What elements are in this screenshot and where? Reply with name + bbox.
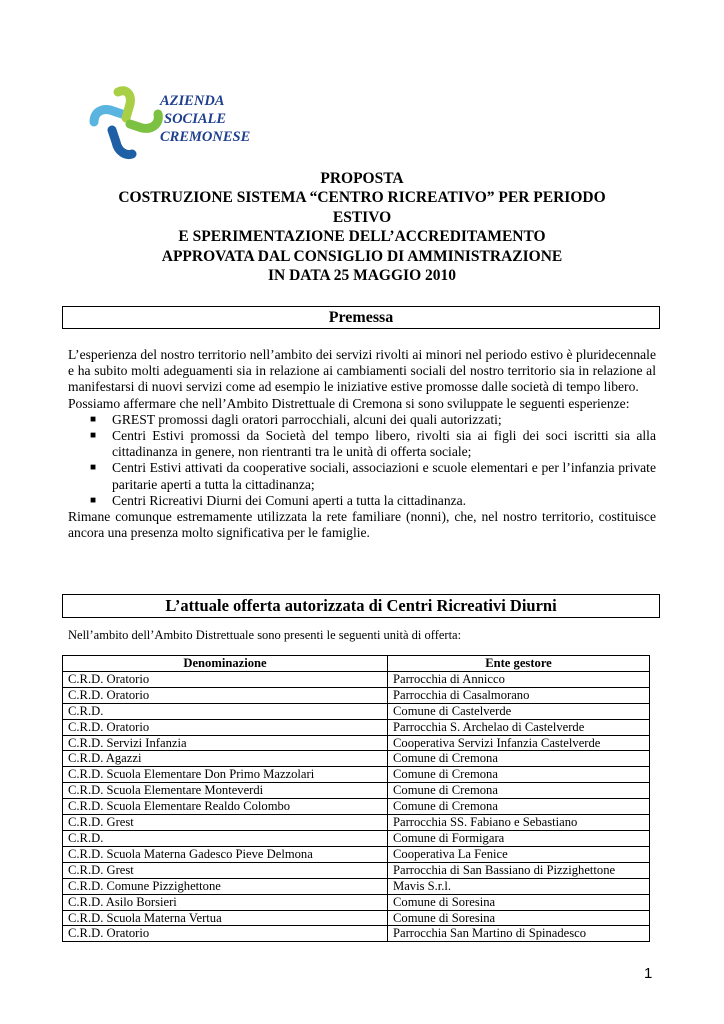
table-row xyxy=(63,878,650,894)
table-row xyxy=(63,830,650,846)
bullet-icon: ■ xyxy=(90,462,97,474)
table-row xyxy=(63,926,650,942)
list-item: ■ Centri Estivi promossi da Società del tempo libero, rivolti sia ai figli dei soci iscritti sia alla cittadinanza in genere, non rientranti tra le unità di offerta sociale; xyxy=(90,428,656,460)
list-item: ■ Centri Ricreativi Diurni dei Comuni aperti a tutta la cittadinanza. xyxy=(90,492,467,508)
cell-ente-gestore: Parrocchia SS. Fabiano e Sebastiano xyxy=(388,815,650,831)
paragraph: L’esperienza del nostro territorio nell’ambito dei servizi rivolti ai minori nel periodo estivo è pluridecennale e ha subito molti adeguamenti sia in relazione ai cambiamenti sociali del nostro territorio sia in relazione al manifestarsi di nuovi servizi come ad esempio le iniziative estive promosse dalle società di tempo libero. xyxy=(68,347,656,395)
cell-denominazione: C.R.D. Oratorio xyxy=(63,926,388,942)
cell-denominazione: C.R.D. Oratorio xyxy=(63,687,388,703)
cell-denominazione: C.R.D. Scuola Materna Vertua xyxy=(63,910,388,926)
bullet-icon: ■ xyxy=(90,494,97,506)
page-number: 1 xyxy=(644,965,653,982)
cell-denominazione: C.R.D. Oratorio xyxy=(63,671,388,687)
table-intro: Nell’ambito dell’Ambito Distrettuale sono presenti le seguenti unità di offerta: xyxy=(68,628,462,642)
table-body xyxy=(63,671,650,941)
cell-ente-gestore: Comune di Castelverde xyxy=(388,703,650,719)
logo-text xyxy=(160,92,250,146)
table-row xyxy=(63,894,650,910)
table-row xyxy=(63,862,650,878)
table-row xyxy=(63,815,650,831)
cell-ente-gestore: Cooperativa Servizi Infanzia Castelverde xyxy=(388,735,650,751)
cell-ente-gestore: Parrocchia di Annicco xyxy=(388,671,650,687)
cell-denominazione: C.R.D. Scuola Elementare Realdo Colombo xyxy=(63,799,388,815)
cell-ente-gestore: Comune di Soresina xyxy=(388,910,650,926)
cell-ente-gestore: Mavis S.r.l. xyxy=(388,878,650,894)
cell-denominazione: C.R.D. Comune Pizzighettone xyxy=(63,878,388,894)
logo-line-3: CREMONESE xyxy=(160,129,251,145)
title-line-5: APPROVATA DAL CONSIGLIO DI AMMINISTRAZIONE xyxy=(161,247,563,265)
paragraph: Rimane comunque estremamente utilizzata la rete familiare (nonni), che, nel nostro territorio, costituisce ancora una presenza molto significativa per le famiglie. xyxy=(68,509,656,541)
cell-denominazione: C.R.D. Asilo Borsieri xyxy=(63,894,388,910)
list-item: ■ GREST promossi dagli oratori parrocchiali, alcuni dei quali autorizzati; xyxy=(90,411,502,427)
section-heading-premessa: Premessa xyxy=(62,306,660,329)
table-row xyxy=(63,910,650,926)
table-row xyxy=(63,846,650,862)
table-row xyxy=(63,671,650,687)
cell-denominazione: C.R.D. Scuola Materna Gadesco Pieve Delmona xyxy=(63,846,388,862)
cell-ente-gestore: Comune di Cremona xyxy=(388,767,650,783)
document-title xyxy=(62,169,662,285)
cell-ente-gestore: Parrocchia San Martino di Spinadesco xyxy=(388,926,650,942)
logo-line-2: SOCIALE xyxy=(164,111,227,127)
table-row xyxy=(63,735,650,751)
cell-ente-gestore: Cooperativa La Fenice xyxy=(388,846,650,862)
list-item: ■ Centri Estivi attivati da cooperative sociali, associazioni e scuole elementari e per l’infanzia private paritarie aperti a tutta la cittadinanza; xyxy=(90,460,656,492)
cell-ente-gestore: Parrocchia S. Archelao di Castelverde xyxy=(388,719,650,735)
cell-denominazione: C.R.D. Oratorio xyxy=(63,719,388,735)
cell-denominazione: C.R.D. Scuola Elementare Monteverdi xyxy=(63,783,388,799)
cell-denominazione: C.R.D. xyxy=(63,703,388,719)
bullet-icon: ■ xyxy=(90,430,97,442)
cell-denominazione: C.R.D. Scuola Elementare Don Primo Mazzolari xyxy=(63,767,388,783)
logo-line-1: AZIENDA xyxy=(160,93,225,109)
bullet-icon: ■ xyxy=(90,413,97,425)
paragraph: Possiamo affermare che nell’Ambito Distrettuale di Cremona si sono sviluppate le seguenti esperienze: xyxy=(68,395,630,411)
column-header: Denominazione xyxy=(63,656,388,672)
table-row xyxy=(63,687,650,703)
cell-denominazione: C.R.D. Grest xyxy=(63,815,388,831)
azienda-sociale-cremonese-logo xyxy=(88,84,258,160)
cell-denominazione: C.R.D. Grest xyxy=(63,862,388,878)
cell-ente-gestore: Comune di Cremona xyxy=(388,783,650,799)
cell-ente-gestore: Comune di Formigara xyxy=(388,830,650,846)
section-heading-offerta: L’attuale offerta autorizzata di Centri Ricreativi Diurni xyxy=(62,594,660,618)
table-row xyxy=(63,703,650,719)
bullet-list xyxy=(68,412,656,509)
table-row xyxy=(63,719,650,735)
offerta-table xyxy=(62,655,650,942)
premessa-body xyxy=(68,347,656,541)
table-row xyxy=(63,751,650,767)
table-row xyxy=(63,767,650,783)
cell-ente-gestore: Comune di Soresina xyxy=(388,894,650,910)
table-header-row xyxy=(63,656,650,672)
cell-denominazione: C.R.D. Agazzi xyxy=(63,751,388,767)
title-line-2: COSTRUZIONE SISTEMA “CENTRO RICREATIVO” PER PERIODO xyxy=(118,189,606,207)
cell-ente-gestore: Comune di Cremona xyxy=(388,799,650,815)
cell-denominazione: C.R.D. Servizi Infanzia xyxy=(63,735,388,751)
title-line-4: E SPERIMENTAZIONE DELL’ACCREDITAMENTO xyxy=(178,228,546,246)
table-row xyxy=(63,783,650,799)
logo-mark-icon xyxy=(88,84,164,160)
cell-ente-gestore: Parrocchia di San Bassiano di Pizzighettone xyxy=(388,862,650,878)
cell-ente-gestore: Parrocchia di Casalmorano xyxy=(388,687,650,703)
title-line-3: ESTIVO xyxy=(332,208,392,226)
table-row xyxy=(63,799,650,815)
cell-denominazione: C.R.D. xyxy=(63,830,388,846)
title-line-1: PROPOSTA xyxy=(320,170,404,187)
cell-ente-gestore: Comune di Cremona xyxy=(388,751,650,767)
title-line-6: IN DATA 25 MAGGIO 2010 xyxy=(267,267,456,285)
column-header: Ente gestore xyxy=(388,656,650,672)
